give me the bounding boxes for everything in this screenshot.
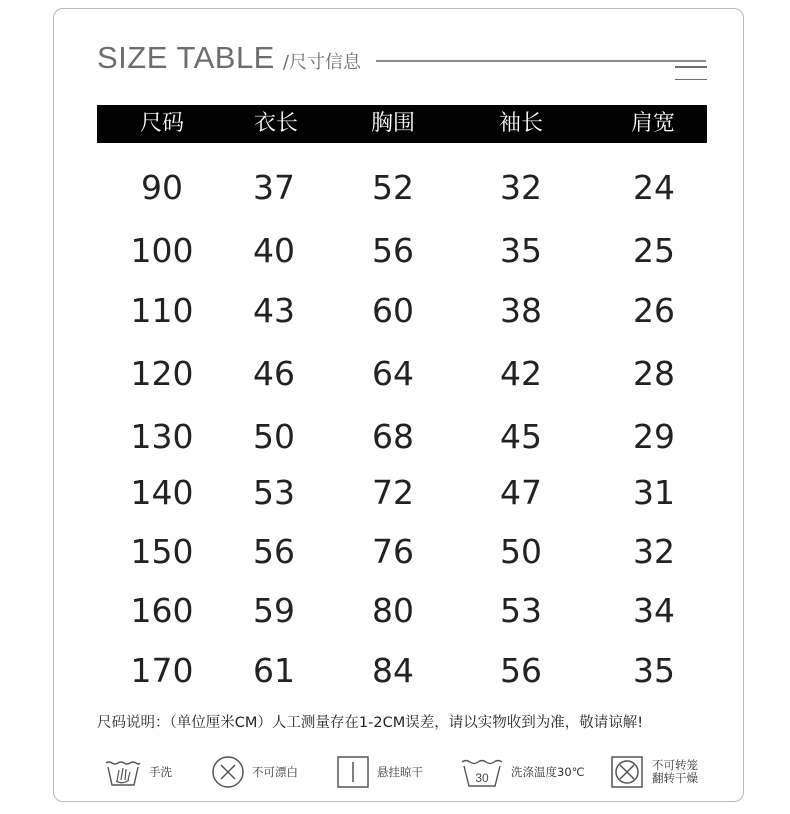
table-cell: 53 [253, 473, 295, 512]
wash-temp-value: 30 [475, 771, 489, 785]
column-header: 肩宽 [630, 111, 675, 136]
care-item-no-bleach [211, 754, 298, 790]
table-cell: 26 [633, 291, 675, 330]
table-row [97, 349, 707, 399]
page-title [97, 40, 361, 76]
care-label-group [652, 759, 698, 785]
column-header: 胸围 [370, 111, 415, 136]
table-cell: 47 [500, 473, 542, 512]
care-label: 洗涤温度30℃ [511, 764, 585, 779]
table-row [97, 527, 707, 577]
table-cell: 84 [372, 651, 414, 690]
care-label-line: 翻转干燥 [652, 771, 698, 785]
table-cell: 170 [130, 651, 194, 690]
table-cell: 140 [130, 473, 194, 512]
table-cell: 50 [253, 417, 295, 456]
table-cell: 100 [130, 231, 194, 270]
table-cell: 45 [500, 417, 542, 456]
title-subtitle: /尺寸信息 [282, 52, 361, 73]
table-cell: 56 [500, 651, 542, 690]
title-divider [376, 60, 706, 62]
table-cell: 56 [372, 231, 414, 270]
wash-temp-icon [460, 756, 504, 788]
table-row [97, 646, 707, 696]
table-cell: 68 [372, 417, 414, 456]
table-cell: 56 [253, 532, 295, 571]
table-cell: 53 [500, 591, 542, 630]
size-note: 尺码说明：（单位厘米CM）人工测量存在1-2CM误差，请以实物收到为准，敬请谅解! [97, 715, 644, 731]
table-cell: 64 [372, 354, 414, 393]
table-cell: 42 [500, 354, 542, 393]
no-tumble-dry-icon [610, 755, 644, 789]
table-cell: 32 [500, 168, 542, 207]
table-row [97, 286, 707, 336]
table-cell: 46 [253, 354, 295, 393]
table-cell: 130 [130, 417, 194, 456]
care-item-no-tumble-dry [610, 754, 698, 790]
care-item-hang-dry [336, 754, 423, 790]
care-label: 手洗 [149, 764, 172, 779]
table-cell: 32 [633, 532, 675, 571]
table-cell: 35 [633, 651, 675, 690]
table-row [97, 412, 707, 462]
table-cell: 150 [130, 532, 194, 571]
care-label: 不可漂白 [252, 764, 298, 779]
care-item-hand-wash [104, 754, 172, 790]
table-cell: 24 [633, 168, 675, 207]
table-cell: 80 [372, 591, 414, 630]
column-header: 衣长 [253, 111, 298, 136]
hand-wash-icon [104, 757, 142, 787]
table-row [97, 226, 707, 276]
no-bleach-icon [211, 755, 245, 789]
hang-dry-icon [336, 755, 370, 789]
table-cell: 28 [633, 354, 675, 393]
table-cell: 38 [500, 291, 542, 330]
table-cell: 35 [500, 231, 542, 270]
table-cell: 29 [633, 417, 675, 456]
table-cell: 40 [253, 231, 295, 270]
table-cell: 120 [130, 354, 194, 393]
table-cell: 90 [141, 168, 183, 207]
table-cell: 61 [253, 651, 295, 690]
table-cell: 50 [500, 532, 542, 571]
table-cell: 52 [372, 168, 414, 207]
table-cell: 160 [130, 591, 194, 630]
table-cell: 37 [253, 168, 295, 207]
table-cell: 31 [633, 473, 675, 512]
table-cell: 25 [633, 231, 675, 270]
column-header: 袖长 [498, 111, 543, 136]
table-row [97, 163, 707, 213]
table-cell: 76 [372, 532, 414, 571]
title-main: SIZE TABLE [97, 40, 275, 75]
table-row [97, 586, 707, 636]
table-cell: 60 [372, 291, 414, 330]
menu-icon [675, 66, 707, 82]
table-cell: 110 [130, 291, 194, 330]
care-label: 悬挂晾干 [377, 764, 423, 779]
column-header: 尺码 [139, 111, 184, 136]
care-item-wash-temp [460, 754, 585, 790]
table-header [97, 105, 707, 143]
table-row [97, 468, 707, 518]
table-cell: 72 [372, 473, 414, 512]
table-cell: 43 [253, 291, 295, 330]
table-cell: 59 [253, 591, 295, 630]
care-label-line: 不可转笼 [652, 758, 698, 772]
table-cell: 34 [633, 591, 675, 630]
